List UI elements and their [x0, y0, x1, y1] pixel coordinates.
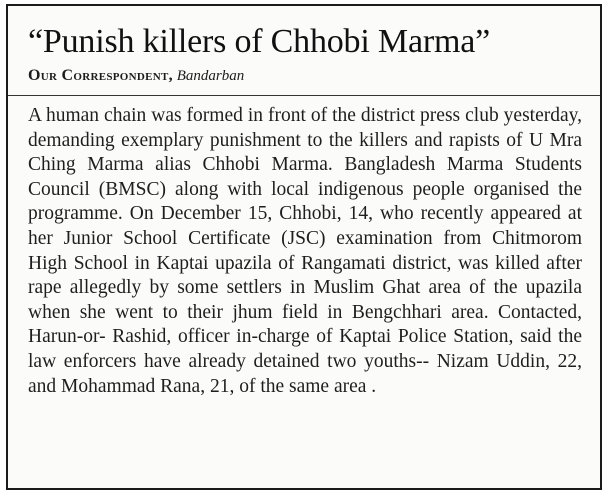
byline-divider: [8, 95, 600, 96]
byline-location: Bandarban: [176, 68, 245, 84]
article-byline: [28, 66, 582, 86]
article-headline: “Punish killers of Chhobi Marma”: [28, 23, 490, 60]
article-body: A human chain was formed in front of the district press club yesterday, demanding exemplary punishment to the killers and rapists of U Mra Ching Marma alias Chhobi Marma. Bangladesh Marma Students Council (BMSC) along with local indigenous people organised the programme. On December 15, Chhobi, 14, who recently appeared at her Junior School Certificate (JSC) examination from Chitmorom High School in Kaptai upazila of Rangamati district, was killed after rape allegedly by some settlers in Muslim Ghat area of the upazila when she went to their jhum field in Bengchhari area. Contacted, Harun-or- Rashid, officer in-charge of Kaptai Police Station, said the law enforcers have already detained two youths-- Nizam Uddin, 22, and Mohammad Rana, 21, of the same area .: [28, 105, 582, 397]
byline-author: Our Correspondent,: [28, 67, 173, 84]
news-clipping: [6, 4, 602, 490]
